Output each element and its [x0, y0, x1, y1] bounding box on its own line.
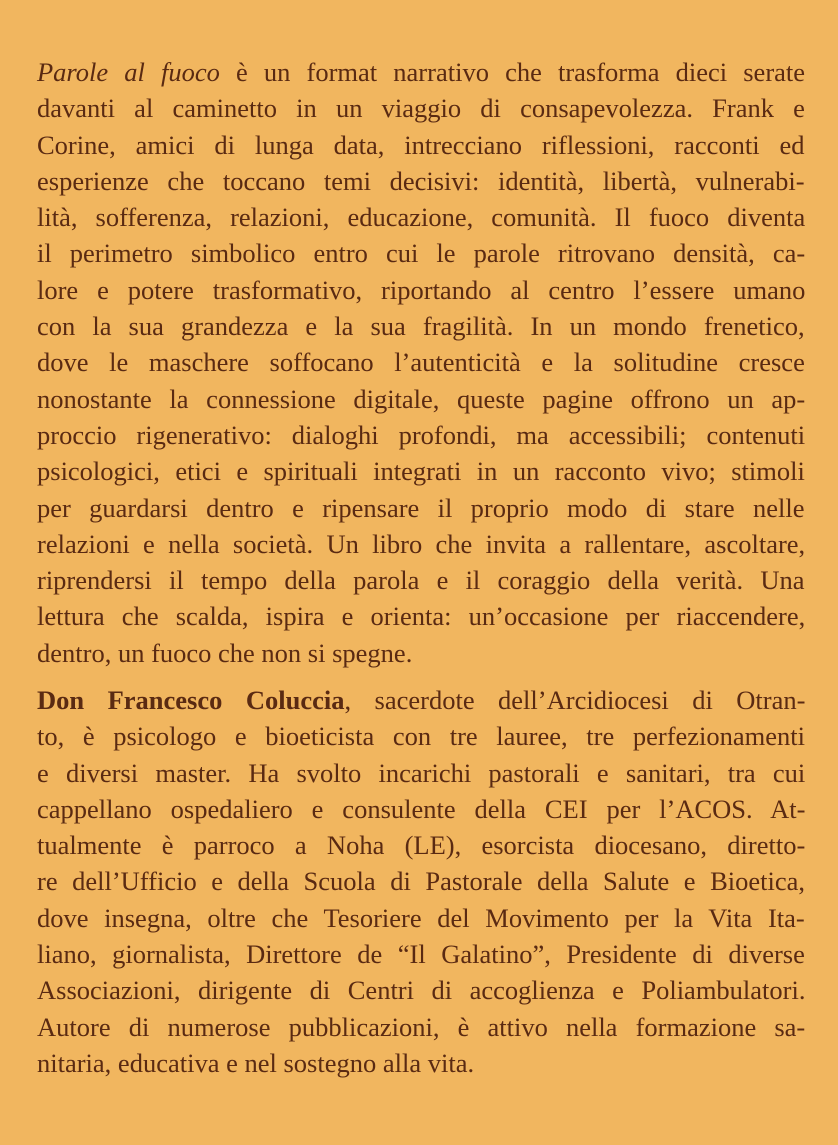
text-line: per guardarsi dentro e ripensare il proprio modo di stare nelle: [37, 492, 805, 523]
text-line: dove insegna, oltre che Tesoriere del Movimento per la Vita Ita-: [37, 902, 805, 933]
text-line: dentro, un fuoco che non si spegne.: [37, 637, 413, 668]
text-fragment: è un format narrativo che trasforma dieci serate: [219, 57, 806, 87]
text-line: cappellano ospedaliero e consulente della CEI per l’ACOS. At-: [37, 793, 806, 824]
text-line: relazioni e nella società. Un libro che invita a rallentare, ascoltare,: [37, 528, 806, 559]
text-line: lità, sofferenza, relazioni, educazione, comunità. Il fuoco diventa: [37, 202, 806, 233]
book-title: Parole al fuoco: [37, 57, 220, 87]
text-line: liano, giornalista, Direttore de “Il Galatino”, Presidente di diverse: [37, 939, 805, 970]
text-line: con la sua grandezza e la sua fragilità. In un mondo frenetico,: [37, 311, 805, 342]
text-line: il perimetro simbolico entro cui le parole ritrovano densità, ca-: [37, 238, 806, 269]
text-line: dove le maschere soffocano l’autenticità e la solitudine cresce: [37, 347, 805, 378]
text-line: lettura che scalda, ispira e orienta: un’occasione per riaccendere,: [37, 601, 806, 632]
text-line: [37, 54, 805, 90]
text-line: Associazioni, dirigente di Centri di accoglienza e Poliambulatori.: [37, 975, 806, 1006]
text-line: psicologici, etici e spirituali integrati in un racconto vivo; stimoli: [37, 456, 805, 487]
author-name: Don Francesco Coluccia: [37, 685, 345, 715]
text-line: tualmente è parroco a Noha (LE), esorcista diocesano, diretto-: [37, 830, 806, 861]
book-description-paragraph: [37, 54, 805, 671]
text-line: to, è psicologo e bioeticista con tre lauree, tre perfezionamenti: [37, 721, 806, 752]
text-line: nonostante la connessione digitale, queste pagine offrono un ap-: [37, 383, 806, 414]
text-line: riprendersi il tempo della parola e il coraggio della verità. Una: [37, 565, 805, 596]
text-line: Autore di numerose pubblicazioni, è attivo nella formazione sa-: [37, 1011, 806, 1042]
author-bio-paragraph: [37, 682, 805, 1081]
text-fragment: , sacerdote dell’Arcidiocesi di Otran-: [344, 685, 806, 715]
text-line: e diversi master. Ha svolto incarichi pastorali e sanitari, tra cui: [37, 757, 806, 788]
text-line: proccio rigenerativo: dialoghi profondi, ma accessibili; contenuti: [37, 419, 806, 450]
text-line: nitaria, educativa e nel sostegno alla vita.: [37, 1047, 475, 1078]
text-line: [37, 682, 805, 718]
text-line: lore e potere trasformativo, riportando al centro l’essere umano: [37, 274, 806, 305]
text-line: Corine, amici di lunga data, intrecciano riflessioni, racconti ed: [37, 129, 805, 160]
text-line: davanti al caminetto in un viaggio di consapevolezza. Frank e: [37, 93, 805, 124]
text-line: re dell’Ufficio e della Scuola di Pastorale della Salute e Bioetica,: [37, 866, 805, 897]
text-line: esperienze che toccano temi decisivi: identità, libertà, vulnerabi-: [37, 165, 805, 196]
